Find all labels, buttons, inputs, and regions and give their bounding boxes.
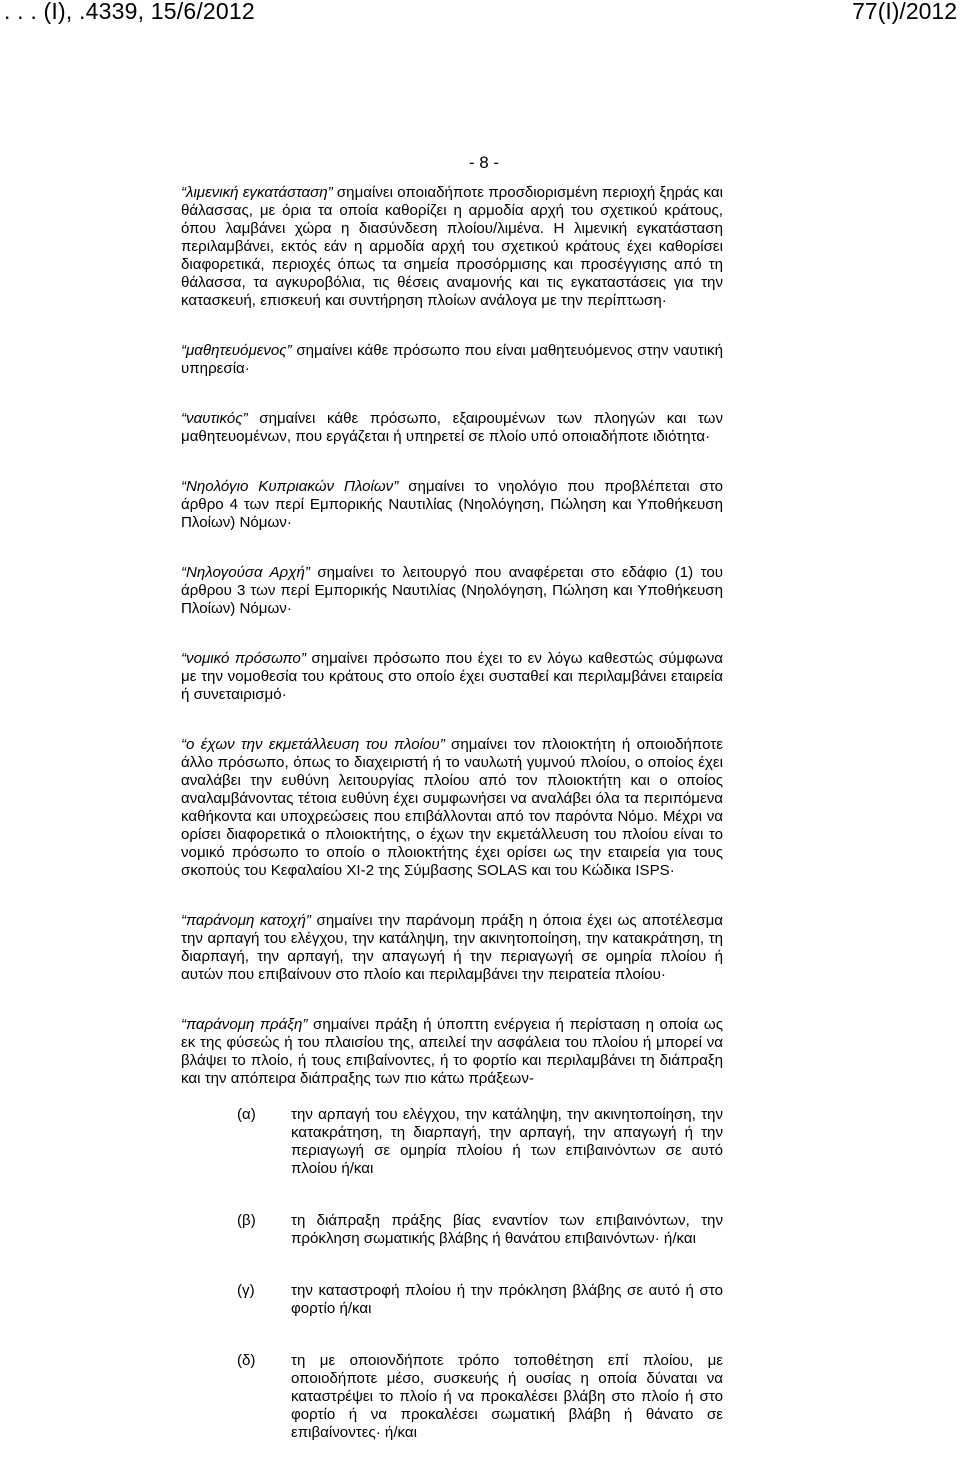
definition-paragraph [181, 342, 723, 378]
definition-text: σημαίνει πρόσωπο που έχει το εν λόγω καθεστώς σύμφωνα με την νομοθεσία του κράτους στο οποίο έχει συσταθεί και περιλαμβάνει εταιρεία ή συνεταιρισμό· [181, 650, 723, 703]
definition-text: σημαίνει την παράνομη πράξη η όποια έχει ως αποτέλεσμα την αρπαγή του ελέγχου, την κατάληψη, την ακινητοποίηση, την κατακράτηση, τη διαρπαγή, την αρπαγή, την απαγωγή ή την περιαγωγή σε ομηρία πλοίου ή αυτών που επιβαίνουν στο πλοίο και περιλαμβάνει την πειρατεία πλοίου· [181, 912, 724, 983]
definition-paragraph [181, 564, 723, 618]
definition-paragraph [181, 478, 723, 532]
enumerated-list [181, 1106, 723, 1442]
list-item [181, 1212, 723, 1248]
list-item-text: τη με οποιονδήποτε τρόπο τοποθέτηση επί πλοίου, με οποιοδήποτε μέσο, συσκευής ή ουσίας η οποία δύναται να καταστρέψει το πλοίο ή να προκαλέσει βλάβη στο πλοίο ή στο φορτίο ή να προκαλέσει σωματική βλάβη ή θάνατο σε επιβαίνοντες· ή/και [291, 1352, 723, 1441]
definition-paragraph [181, 736, 723, 880]
definition-text: σημαίνει κάθε πρόσωπο, εξαιρουμένων των πλοηγών και των μαθητευομένων, που εργάζεται ή υπηρετεί σε πλοίο υπό οποιαδήποτε ιδιότητα· [181, 410, 723, 445]
defined-term: “μαθητευόμενος” [181, 342, 292, 359]
gazette-header-left: . . . (Ι), .4339, 15/6/2012 [4, 0, 255, 24]
definition-paragraph [181, 650, 723, 704]
definition-paragraph [181, 184, 723, 310]
list-item-text: τη διάπραξη πράξης βίας εναντίον των επιβαινόντων, την πρόκληση σωματικής βλάβης ή θανάτου επιβαινόντων· ή/και [291, 1212, 723, 1247]
defined-term: “Νηλογούσα Αρχή” [181, 564, 310, 581]
defined-term: “Νηολόγιο Κυπριακών Πλοίων” [181, 478, 399, 495]
list-item [181, 1352, 723, 1442]
list-item-text: την αρπαγή του ελέγχου, την κατάληψη, την ακινητοποίηση, την κατακράτηση, τη διαρπαγή, την αρπαγή, την απαγωγή ή την περιαγωγή σε ομηρία πλοίου ή των επιβαινόντων σε αυτό πλοίου ή/και [291, 1106, 723, 1177]
defined-term: “λιμενική εγκατάσταση” [181, 184, 333, 201]
list-item-label: (γ) [237, 1282, 255, 1299]
definition-text: σημαίνει το λειτουργό που αναφέρεται στο εδάφιο (1) του άρθρου 3 των περί Εμπορικής Ναυτιλίας (Νηολόγηση, Πώληση και Υποθήκευση Πλοίων) Νόμων· [181, 564, 723, 617]
defined-term: “ναυτικός” [181, 410, 248, 427]
list-item [181, 1282, 723, 1318]
page-number: - 8 - [468, 153, 500, 172]
defined-term: “παράνομη κατοχή” [181, 912, 311, 929]
definition-text: σημαίνει πράξη ή ύποπτη ενέργεια ή περίσταση η οποία ως εκ της φύσεώς ή του πλαισίου της, απειλεί την ασφάλεια του πλοίου ή μπορεί να βλάψει το πλοίο, ή τους επιβαίνοντες, ή το φορτίο και περιλαμβάνει τη διάπραξη και την απόπειρα διάπραξης των πιο κάτω πράξεων- [181, 1016, 723, 1087]
defined-term: “ο έχων την εκμετάλλευση του πλοίου” [181, 736, 445, 753]
document-body [181, 184, 723, 1476]
definition-text: σημαίνει κάθε πρόσωπο που είναι μαθητευόμενος στην ναυτική υπηρεσία· [181, 342, 723, 377]
definition-paragraph [181, 912, 723, 984]
definition-paragraph [181, 1016, 723, 1088]
definition-text: σημαίνει οποιαδήποτε προσδιορισμένη περιοχή ξηράς και θάλασσας, με όρια τα οποία καθορίζει η αρμοδία αρχή του σχετικού κράτους, όπου λαμβάνει χώρα η διασύνδεση πλοίου/λιμένα. Η λιμενική εγκατάσταση περιλαμβάνει, εκτός εάν η αρμοδία αρχή του σχετικού κράτους έχει καθορίσει διαφορετικά, περιοχές όπως τα σημεία προσόρμισης και προσέγγισης από τη θάλασσα, τα αγκυροβόλια, τις θέσεις αναμονής και τις εγκαταστάσεις για την κατασκευή, επισκευή και συντήρηση πλοίων ανάλογα με την περίπτωση· [181, 184, 723, 309]
list-item-text: την καταστροφή πλοίου ή την πρόκληση βλάβης σε αυτό ή στο φορτίο ή/και [291, 1282, 723, 1317]
list-item-label: (α) [237, 1106, 256, 1123]
definition-text: σημαίνει το νηολόγιο που προβλέπεται στο άρθρο 4 των περί Εμπορικής Ναυτιλίας (Νηολόγηση, Πώληση και Υποθήκευση Πλοίων) Νόμων· [181, 478, 723, 531]
law-number-header: 77(Ι)/2012 [852, 0, 957, 24]
definition-text: σημαίνει τον πλοιοκτήτη ή οποιοδήποτε άλλο πρόσωπο, όπως το διαχειριστή ή το ναυλωτή γυμνού πλοίου, ο οποίος έχει αναλάβει την ευθύνη λειτουργίας πλοίου από τον πλοιοκτήτη και ο οποίος αναλαμβάνοντας τέτοια ευθύνη έχει συμφωνήσει να αναλάβει όλα τα περιπόμενα καθήκοντα και υποχρεώσεις που επιβάλλονται από τον παρόντα Νόμο. Μέχρι να ορίσει διαφορετικά ο πλοιοκτήτης, ο έχων την εκμετάλλευση του πλοίου είναι το νομικό πρόσωπο το οποίο ο πλοιοκτήτης έχει ορίσει ως την εταιρεία για τους σκοπούς του Κεφαλαίου XI-2 της Σύμβασης SOLAS και του Κώδικα ISPS· [181, 736, 723, 879]
list-item [181, 1106, 723, 1178]
list-item-label: (δ) [237, 1352, 256, 1369]
defined-term: “νομικό πρόσωπο” [181, 650, 306, 667]
defined-term: “παράνομη πράξη” [181, 1016, 308, 1033]
list-item-label: (β) [237, 1212, 256, 1229]
definition-paragraph [181, 410, 723, 446]
